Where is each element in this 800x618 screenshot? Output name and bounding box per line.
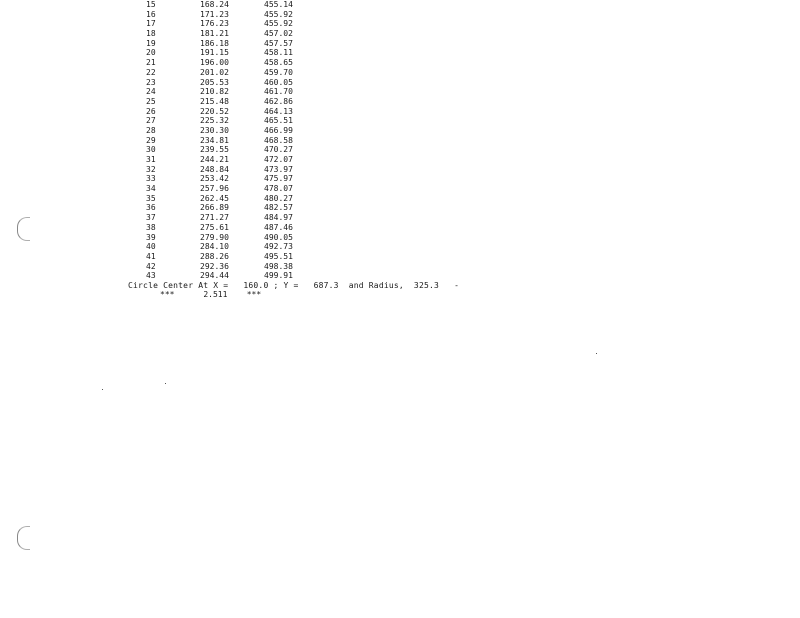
point-number: 37: [146, 213, 156, 223]
y-value: 462.86: [264, 96, 293, 106]
point-number: 20: [146, 48, 156, 58]
y-value: 492.73: [264, 242, 293, 252]
y-value: 484.97: [264, 213, 293, 223]
x-value: 191.15: [200, 48, 229, 58]
x-value: 171.23: [200, 9, 229, 19]
y-value: 465.51: [264, 116, 293, 126]
x-value: 225.32: [200, 116, 229, 126]
x-value: 266.89: [200, 203, 229, 213]
point-number: 34: [146, 184, 156, 194]
point-number: 22: [146, 67, 156, 77]
x-value: 262.45: [200, 193, 229, 203]
x-value: 176.23: [200, 19, 229, 29]
x-value: 275.61: [200, 222, 229, 232]
point-number: 24: [146, 87, 156, 97]
point-number: 40: [146, 242, 156, 252]
y-value: 499.91: [264, 271, 293, 281]
point-number: 38: [146, 222, 156, 232]
y-value: 470.27: [264, 145, 293, 155]
y-value: 480.27: [264, 193, 293, 203]
x-value: 284.10: [200, 242, 229, 252]
point-number: 26: [146, 106, 156, 116]
point-number: 25: [146, 96, 156, 106]
y-value: 478.07: [264, 184, 293, 194]
x-value: 239.55: [200, 145, 229, 155]
x-value: 168.24: [200, 0, 229, 9]
x-value: 210.82: [200, 87, 229, 97]
x-value: 220.52: [200, 106, 229, 116]
x-value: 234.81: [200, 135, 229, 145]
point-number: 42: [146, 261, 156, 271]
point-number: 33: [146, 174, 156, 184]
point-number: 39: [146, 232, 156, 242]
scan-speck: [102, 389, 103, 390]
y-value: 482.57: [264, 203, 293, 213]
point-number: 36: [146, 203, 156, 213]
y-value: 455.14: [264, 0, 293, 9]
y-value: 458.65: [264, 58, 293, 68]
y-value: 473.97: [264, 164, 293, 174]
point-number: 19: [146, 38, 156, 48]
y-value: 495.51: [264, 251, 293, 261]
y-value: 461.70: [264, 87, 293, 97]
x-value: 186.18: [200, 38, 229, 48]
x-value: 279.90: [200, 232, 229, 242]
y-value: 472.07: [264, 155, 293, 164]
y-value: 455.92: [264, 19, 293, 29]
y-value: 490.05: [264, 232, 293, 242]
point-number: 16: [146, 9, 156, 19]
x-value: 196.00: [200, 58, 229, 68]
point-number: 17: [146, 19, 156, 29]
y-value: 459.70: [264, 67, 293, 77]
point-number: 21: [146, 58, 156, 68]
point-number: 15: [146, 0, 156, 9]
point-number: 18: [146, 29, 156, 39]
y-value: 464.13: [264, 106, 293, 116]
y-value: 468.58: [264, 135, 293, 145]
y-value: 498.38: [264, 261, 293, 271]
x-value: 271.27: [200, 213, 229, 223]
circle-center-summary: Circle Center At X = 160.0 ; Y = 687.3 and Radius, 325.3 -: [128, 281, 460, 290]
x-value: 244.21: [200, 155, 229, 164]
scan-speck: [165, 383, 166, 384]
x-value: 248.84: [200, 164, 229, 174]
y-value: 460.05: [264, 77, 293, 87]
x-value: 294.44: [200, 271, 229, 281]
point-number: 41: [146, 251, 156, 261]
y-value: 487.46: [264, 222, 293, 232]
y-value: 466.99: [264, 125, 293, 135]
x-value: 230.30: [200, 125, 229, 135]
x-value: 257.96: [200, 184, 229, 194]
point-number: 31: [146, 155, 156, 164]
y-value: 458.11: [264, 48, 293, 58]
binder-hole-mark-bottom: [17, 526, 30, 550]
point-number: 32: [146, 164, 156, 174]
summary-footer: *** 2.511 ***: [160, 290, 262, 299]
point-number: 27: [146, 116, 156, 126]
point-number: 28: [146, 125, 156, 135]
y-value: 457.57: [264, 38, 293, 48]
x-value: 253.42: [200, 174, 229, 184]
point-number: 43: [146, 271, 156, 281]
point-number: 30: [146, 145, 156, 155]
binder-hole-mark-top: [17, 217, 30, 241]
x-value: 288.26: [200, 251, 229, 261]
y-value: 475.97: [264, 174, 293, 184]
x-value: 205.53: [200, 77, 229, 87]
y-value: 455.92: [264, 9, 293, 19]
point-number: 23: [146, 77, 156, 87]
x-value: 201.02: [200, 67, 229, 77]
x-value: 181.21: [200, 29, 229, 39]
y-value: 457.02: [264, 29, 293, 39]
point-number: 29: [146, 135, 156, 145]
scan-speck: [596, 353, 597, 354]
x-value: 215.48: [200, 96, 229, 106]
point-number: 35: [146, 193, 156, 203]
x-value: 292.36: [200, 261, 229, 271]
